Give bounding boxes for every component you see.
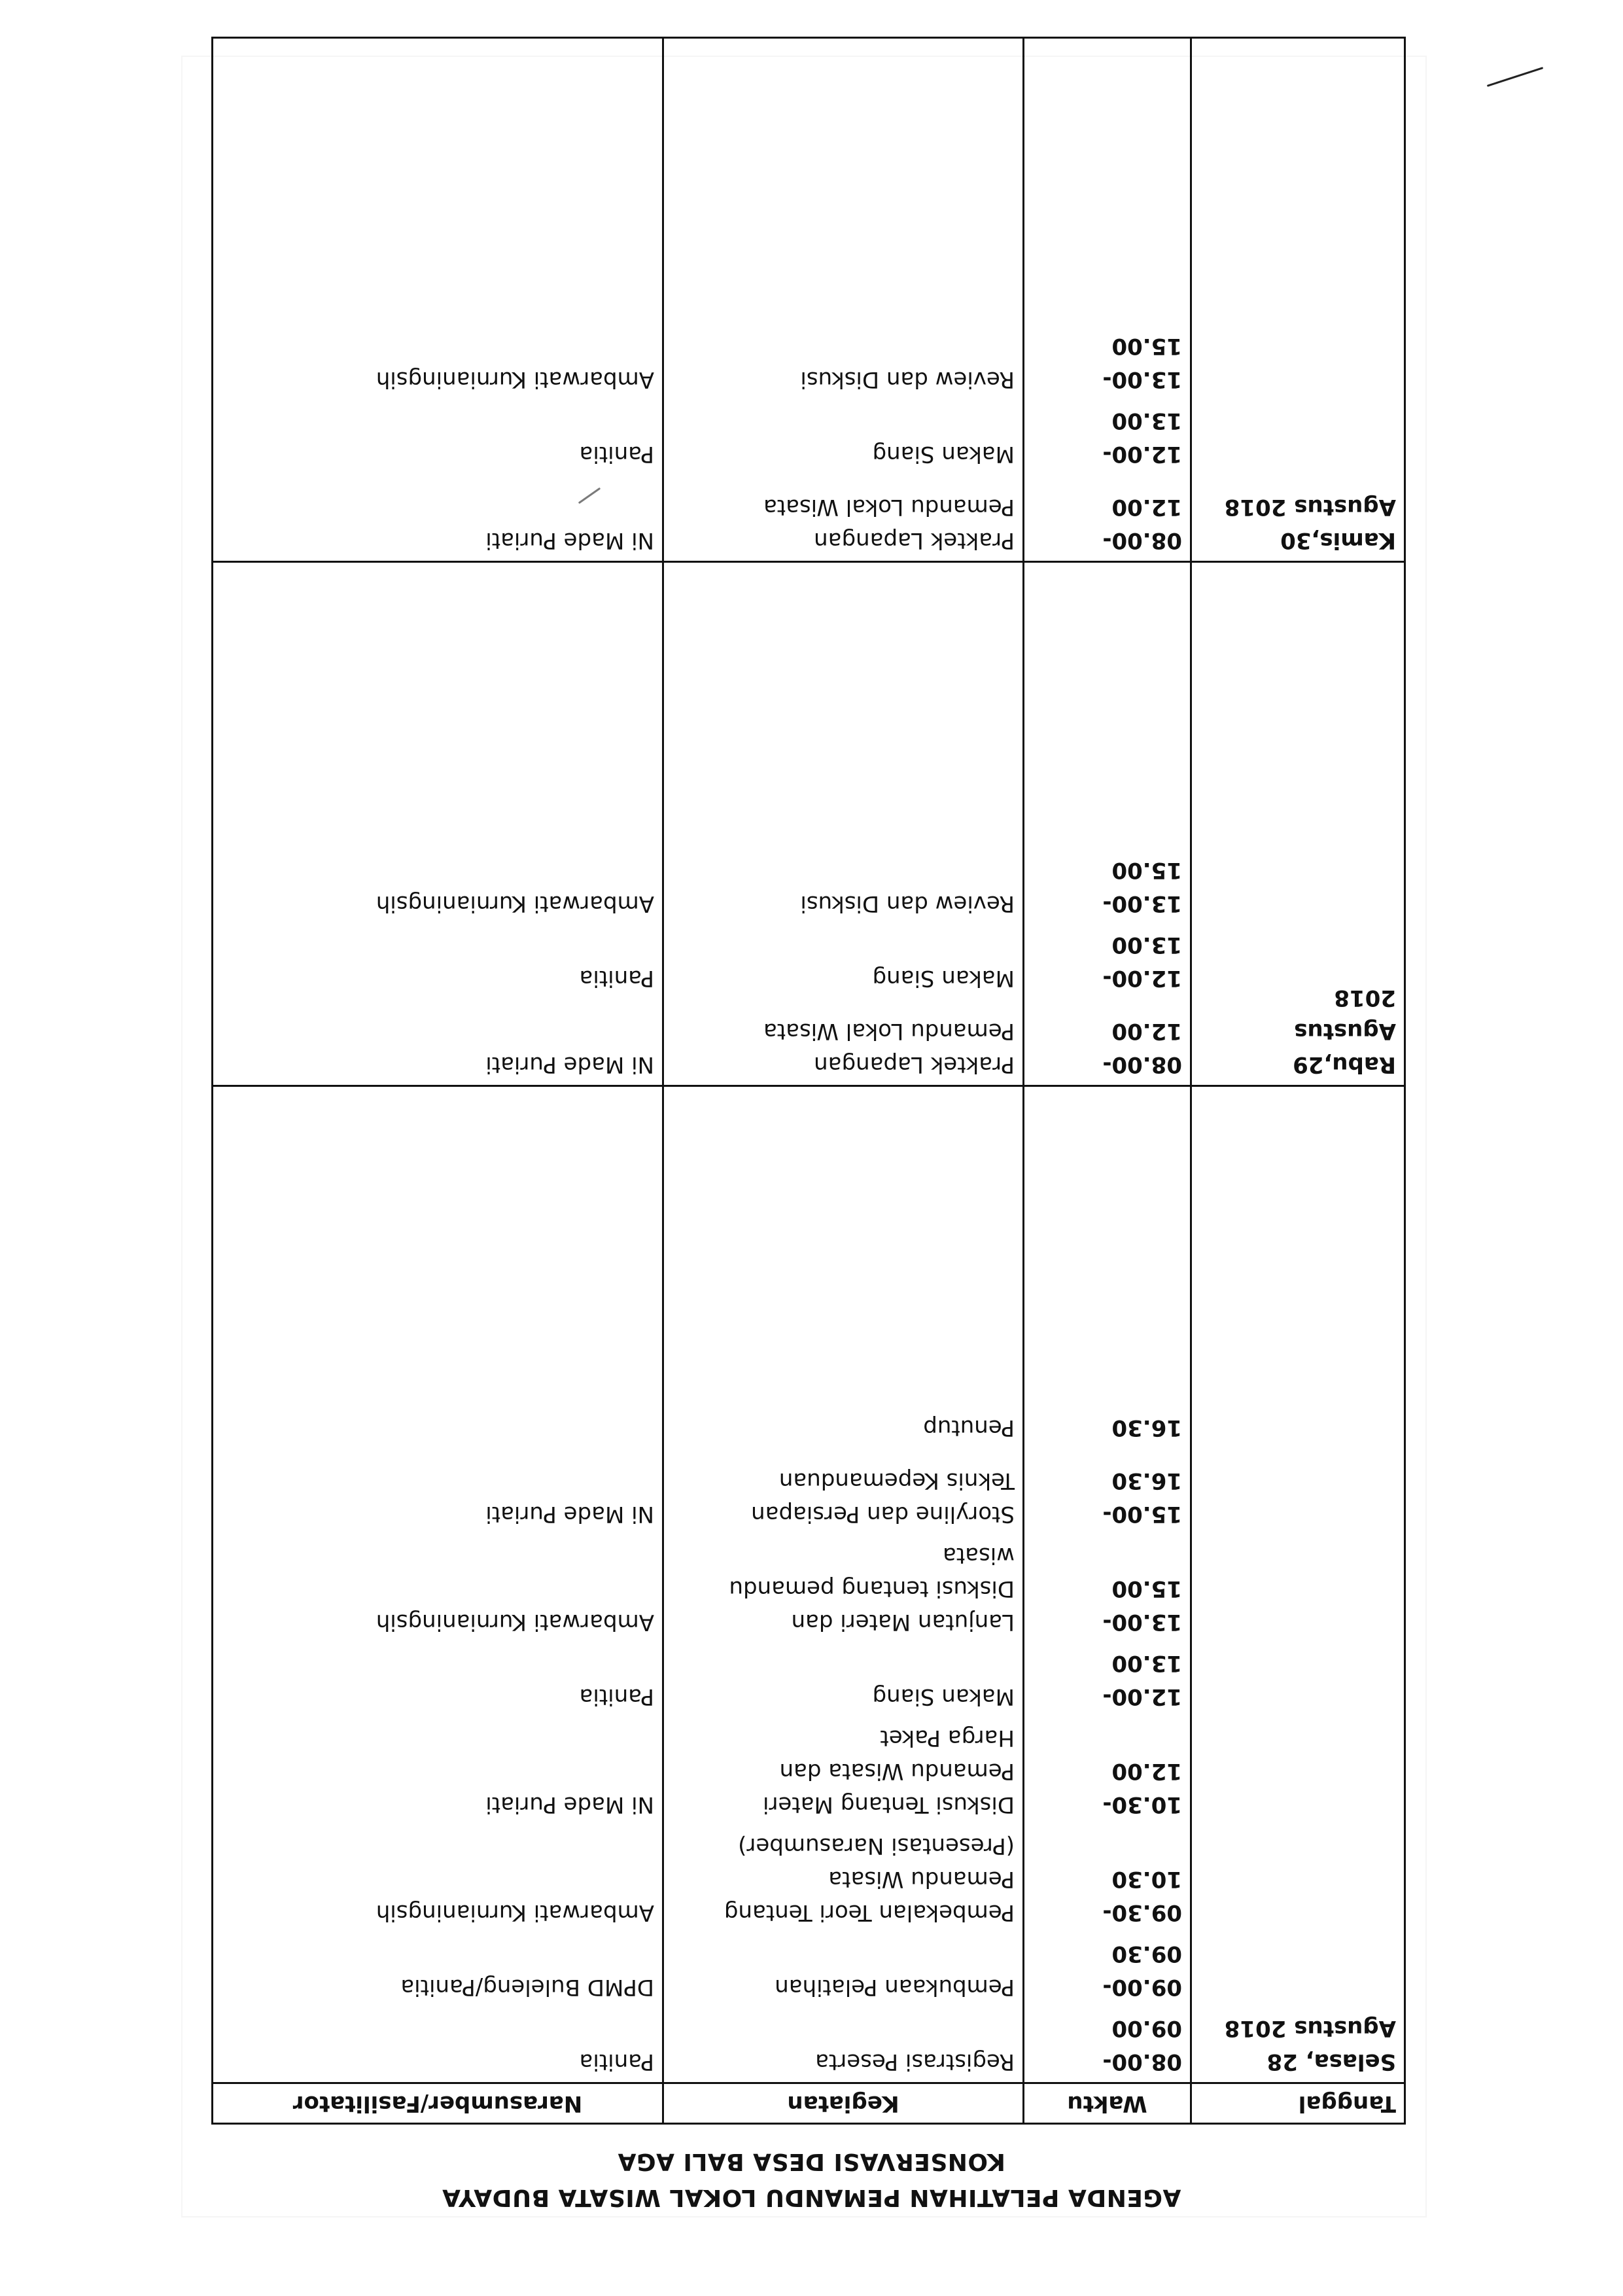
kegiatan-line: wisata <box>943 1542 1015 1568</box>
cell-narasumber: Ni Made Puriati <box>213 1448 663 1534</box>
table-row <box>213 998 1405 1086</box>
cell-kegiatan: Makan Siang <box>663 400 1024 474</box>
cell-narasumber: Ambarwati Kurnianingsih <box>213 1825 663 1933</box>
header-tanggal: Tanggal <box>1191 2083 1405 2124</box>
cell-narasumber: Ambarwati Kurnianingsih <box>213 1534 663 1642</box>
cell-waktu: 10.30-12.00 <box>1024 1717 1191 1825</box>
cell-narasumber: Ni Made Puriati <box>213 474 663 562</box>
cell-kegiatan: Makan Siang <box>663 924 1024 998</box>
cell-kegiatan: Makan Siang <box>663 1642 1024 1717</box>
cell-waktu: 15.00-16.30 <box>1024 1448 1191 1534</box>
cell-tanggal <box>1191 1086 1405 2083</box>
kegiatan-line: Praktek Lapangan <box>814 527 1015 554</box>
cell-kegiatan <box>663 1448 1024 1534</box>
table-header-row <box>213 2083 1405 2124</box>
date-text: Agustus 2018 <box>1224 2015 1396 2041</box>
date-text: 2018 <box>1334 985 1396 1011</box>
cell-narasumber: Ni Made Puriati <box>213 998 663 1086</box>
cell-narasumber: Panitia <box>213 2007 663 2083</box>
header-narasumber: Narasumber/Fasilitator <box>213 2083 663 2124</box>
date-text: Agustus 2018 <box>1224 494 1396 520</box>
kegiatan-line: Lanjutan Materi dan <box>791 1609 1015 1635</box>
table-row <box>213 474 1405 562</box>
cell-kegiatan <box>663 998 1024 1086</box>
kegiatan-line: Praktek Lapangan <box>814 1051 1015 1078</box>
cell-waktu: 09.00-09.30 <box>1024 1933 1191 2007</box>
kegiatan-line: Teknis Kepemanduan <box>778 1468 1015 1494</box>
cell-waktu: 12.00-13.00 <box>1024 1642 1191 1717</box>
cell-narasumber: Panitia <box>213 1642 663 1717</box>
cell-narasumber: Ambarwati Kurnianingsih <box>213 562 663 925</box>
cell-tanggal <box>1191 562 1405 1086</box>
date-text: Selasa, 28 <box>1266 2049 1396 2075</box>
kegiatan-line: Pembekalan Teori Tentang <box>724 1899 1015 1926</box>
agenda-body <box>213 38 1405 2083</box>
date-text: Kamis,30 <box>1280 527 1396 554</box>
cell-narasumber <box>213 1086 663 1449</box>
cell-kegiatan: Penutup <box>663 1086 1024 1449</box>
kegiatan-line: Pemandu Lokal Wisata <box>763 1018 1015 1044</box>
header-waktu: Waktu <box>1024 2083 1191 2124</box>
cell-narasumber: Panitia <box>213 924 663 998</box>
cell-tanggal <box>1191 38 1405 562</box>
cell-waktu: 08.00-12.00 <box>1024 998 1191 1086</box>
cell-kegiatan: Review dan Diskusi <box>663 562 1024 925</box>
kegiatan-line: Harga Paket <box>880 1725 1015 1751</box>
kegiatan-line: Pemandu Wisata <box>828 1866 1015 1892</box>
cell-waktu: 13.00- 15.00 <box>1024 38 1191 400</box>
cell-waktu: 16.30 <box>1024 1086 1191 1449</box>
cell-kegiatan <box>663 1534 1024 1642</box>
cell-kegiatan: Pembukaan Pelatihan <box>663 1933 1024 2007</box>
cell-waktu: 13.00- 15.00 <box>1024 562 1191 925</box>
cell-waktu: 08.00-09.00 <box>1024 2007 1191 2083</box>
kegiatan-line: (Presentasi Narasumber) <box>738 1833 1015 1859</box>
kegiatan-line: Diskusi tentang pemandu <box>729 1576 1015 1602</box>
cell-kegiatan <box>663 1717 1024 1825</box>
kegiatan-line: Pemandu Wisata dan <box>779 1758 1015 1784</box>
cell-narasumber: Ambarwati Kurnianingsih <box>213 38 663 400</box>
pen-mark <box>1487 67 1544 87</box>
kegiatan-line: Diskusi Tentang Materi <box>763 1792 1015 1818</box>
kegiatan-line: Pemandu Lokal Wisata <box>763 494 1015 520</box>
cell-kegiatan <box>663 474 1024 562</box>
cell-narasumber: DPMD Buleleng/Panitia <box>213 1933 663 2007</box>
cell-waktu: 08.00-12.00 <box>1024 474 1191 562</box>
cell-kegiatan <box>663 1825 1024 1933</box>
cell-waktu: 13.00-15.00 <box>1024 1534 1191 1642</box>
kegiatan-line: Storyline dan Persiapan <box>751 1501 1015 1527</box>
cell-waktu: 09.30-10.30 <box>1024 1825 1191 1933</box>
cell-waktu: 12.00-13.00 <box>1024 924 1191 998</box>
cell-kegiatan: Registrasi Peserta <box>663 2007 1024 2083</box>
cell-kegiatan: Review dan Diskusi <box>663 38 1024 400</box>
agenda-table <box>211 37 1406 2125</box>
document-subtitle: KONSERVASI DESA BALI AGA <box>618 2148 1005 2175</box>
header-kegiatan: Kegiatan <box>663 2083 1024 2124</box>
date-text: Rabu,29 Agustus <box>1293 1018 1396 1078</box>
cell-waktu: 12.00-13.00 <box>1024 400 1191 474</box>
cell-narasumber: Panitia <box>213 400 663 474</box>
cell-narasumber: Ni Made Puriati <box>213 1717 663 1825</box>
table-row <box>213 2007 1405 2083</box>
document-title: AGENDA PELATIHAN PEMANDU LOKAL WISATA BUDAYA <box>442 2184 1181 2211</box>
